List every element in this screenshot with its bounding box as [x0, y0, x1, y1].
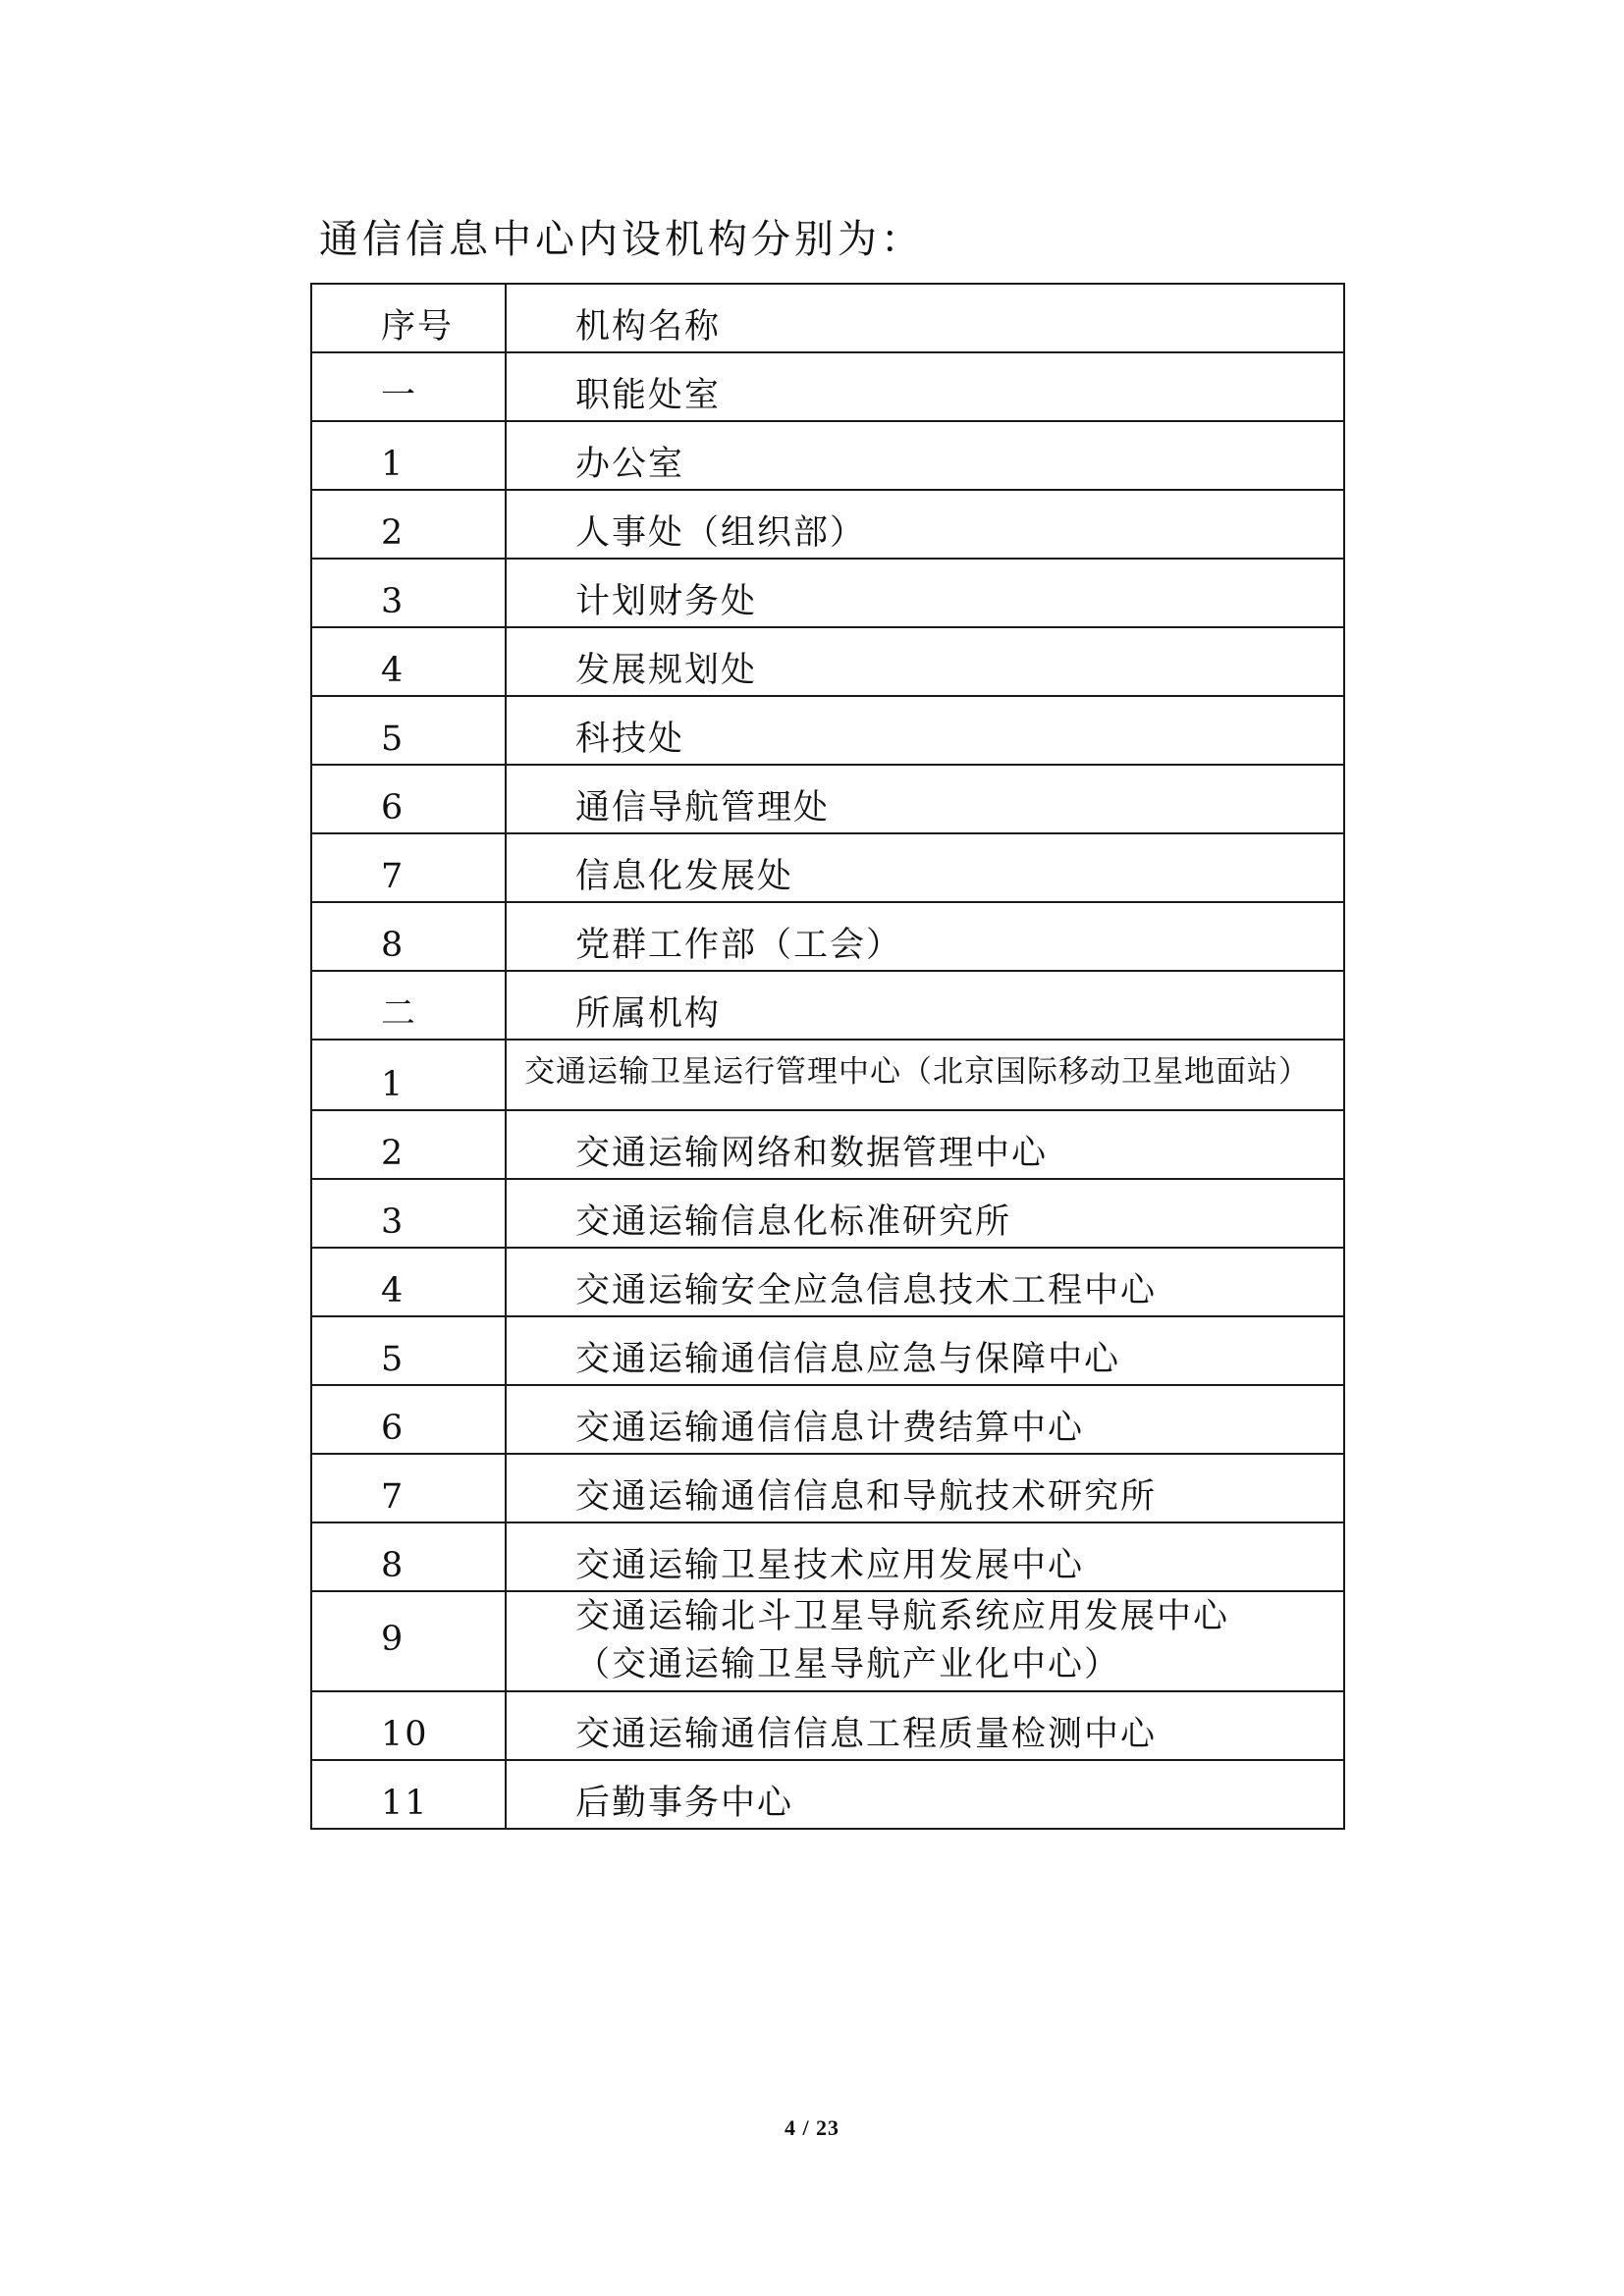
table-row	[311, 1691, 1344, 1760]
table-row	[311, 421, 1344, 490]
row-number: 4	[311, 627, 506, 696]
header-number: 序号	[311, 284, 506, 352]
table-row	[311, 833, 1344, 902]
row-number: 9	[311, 1591, 506, 1691]
row-name: 办公室	[506, 421, 1344, 490]
row-name: 通信导航管理处	[506, 765, 1344, 833]
row-name: 党群工作部（工会）	[506, 902, 1344, 971]
row-name: 交通运输信息化标准研究所	[506, 1179, 1344, 1248]
table-row	[311, 1248, 1344, 1316]
table-row	[311, 1591, 1344, 1691]
row-number: 2	[311, 490, 506, 559]
row-number: 8	[311, 902, 506, 971]
row-name: 职能处室	[506, 352, 1344, 421]
row-number: 7	[311, 833, 506, 902]
row-number: 一	[311, 352, 506, 421]
row-number: 3	[311, 1179, 506, 1248]
table-row	[311, 1316, 1344, 1385]
row-name-two-line	[506, 1591, 1344, 1691]
row-number: 6	[311, 1385, 506, 1454]
row-number: 10	[311, 1691, 506, 1760]
table-row	[311, 1760, 1344, 1829]
page-title: 通信信息中心内设机构分别为：	[319, 217, 924, 262]
row-number: 6	[311, 765, 506, 833]
table-row	[311, 1454, 1344, 1522]
organization-table	[310, 283, 1345, 1830]
table-row	[311, 696, 1344, 765]
row-name: 科技处	[506, 696, 1344, 765]
row-name: 人事处（组织部）	[506, 490, 1344, 559]
table-row	[311, 627, 1344, 696]
table-row	[311, 559, 1344, 627]
row-name: 后勤事务中心	[506, 1760, 1344, 1829]
table-row	[311, 490, 1344, 559]
header-name: 机构名称	[506, 284, 1344, 352]
table-row	[311, 1179, 1344, 1248]
row-number: 二	[311, 971, 506, 1040]
row-name: 交通运输卫星技术应用发展中心	[506, 1522, 1344, 1591]
row-number: 1	[311, 1040, 506, 1110]
table-row	[311, 1385, 1344, 1454]
row-number: 7	[311, 1454, 506, 1522]
page-number: 4 / 23	[784, 2115, 840, 2140]
table-row	[311, 902, 1344, 971]
row-name: 交通运输通信信息和导航技术研究所	[506, 1454, 1344, 1522]
row-name: 交通运输通信信息应急与保障中心	[506, 1316, 1344, 1385]
table-row	[311, 1522, 1344, 1591]
row-name: 发展规划处	[506, 627, 1344, 696]
row-name: 所属机构	[506, 971, 1344, 1040]
row-number: 4	[311, 1248, 506, 1316]
row-number: 5	[311, 696, 506, 765]
table-row	[311, 352, 1344, 421]
row-name: 交通运输通信信息工程质量检测中心	[506, 1691, 1344, 1760]
table-row	[311, 971, 1344, 1040]
table-row	[311, 1110, 1344, 1179]
row-number: 8	[311, 1522, 506, 1591]
row-name: 信息化发展处	[506, 833, 1344, 902]
row-number: 5	[311, 1316, 506, 1385]
row-name: 交通运输网络和数据管理中心	[506, 1110, 1344, 1179]
table-row	[311, 1040, 1344, 1110]
row-number: 3	[311, 559, 506, 627]
row-number: 1	[311, 421, 506, 490]
row-name: 交通运输卫星运行管理中心（北京国际移动卫星地面站）	[506, 1040, 1344, 1110]
table-header-row	[311, 284, 1344, 352]
row-name: 交通运输北斗卫星导航系统应用发展中心	[575, 1597, 1230, 1636]
row-name: 交通运输安全应急信息技术工程中心	[506, 1248, 1344, 1316]
row-name-secondary: （交通运输卫星导航产业化中心）	[575, 1645, 1121, 1684]
table-row	[311, 765, 1344, 833]
row-number: 2	[311, 1110, 506, 1179]
row-name: 计划财务处	[506, 559, 1344, 627]
row-name: 交通运输通信信息计费结算中心	[506, 1385, 1344, 1454]
row-number: 11	[311, 1760, 506, 1829]
